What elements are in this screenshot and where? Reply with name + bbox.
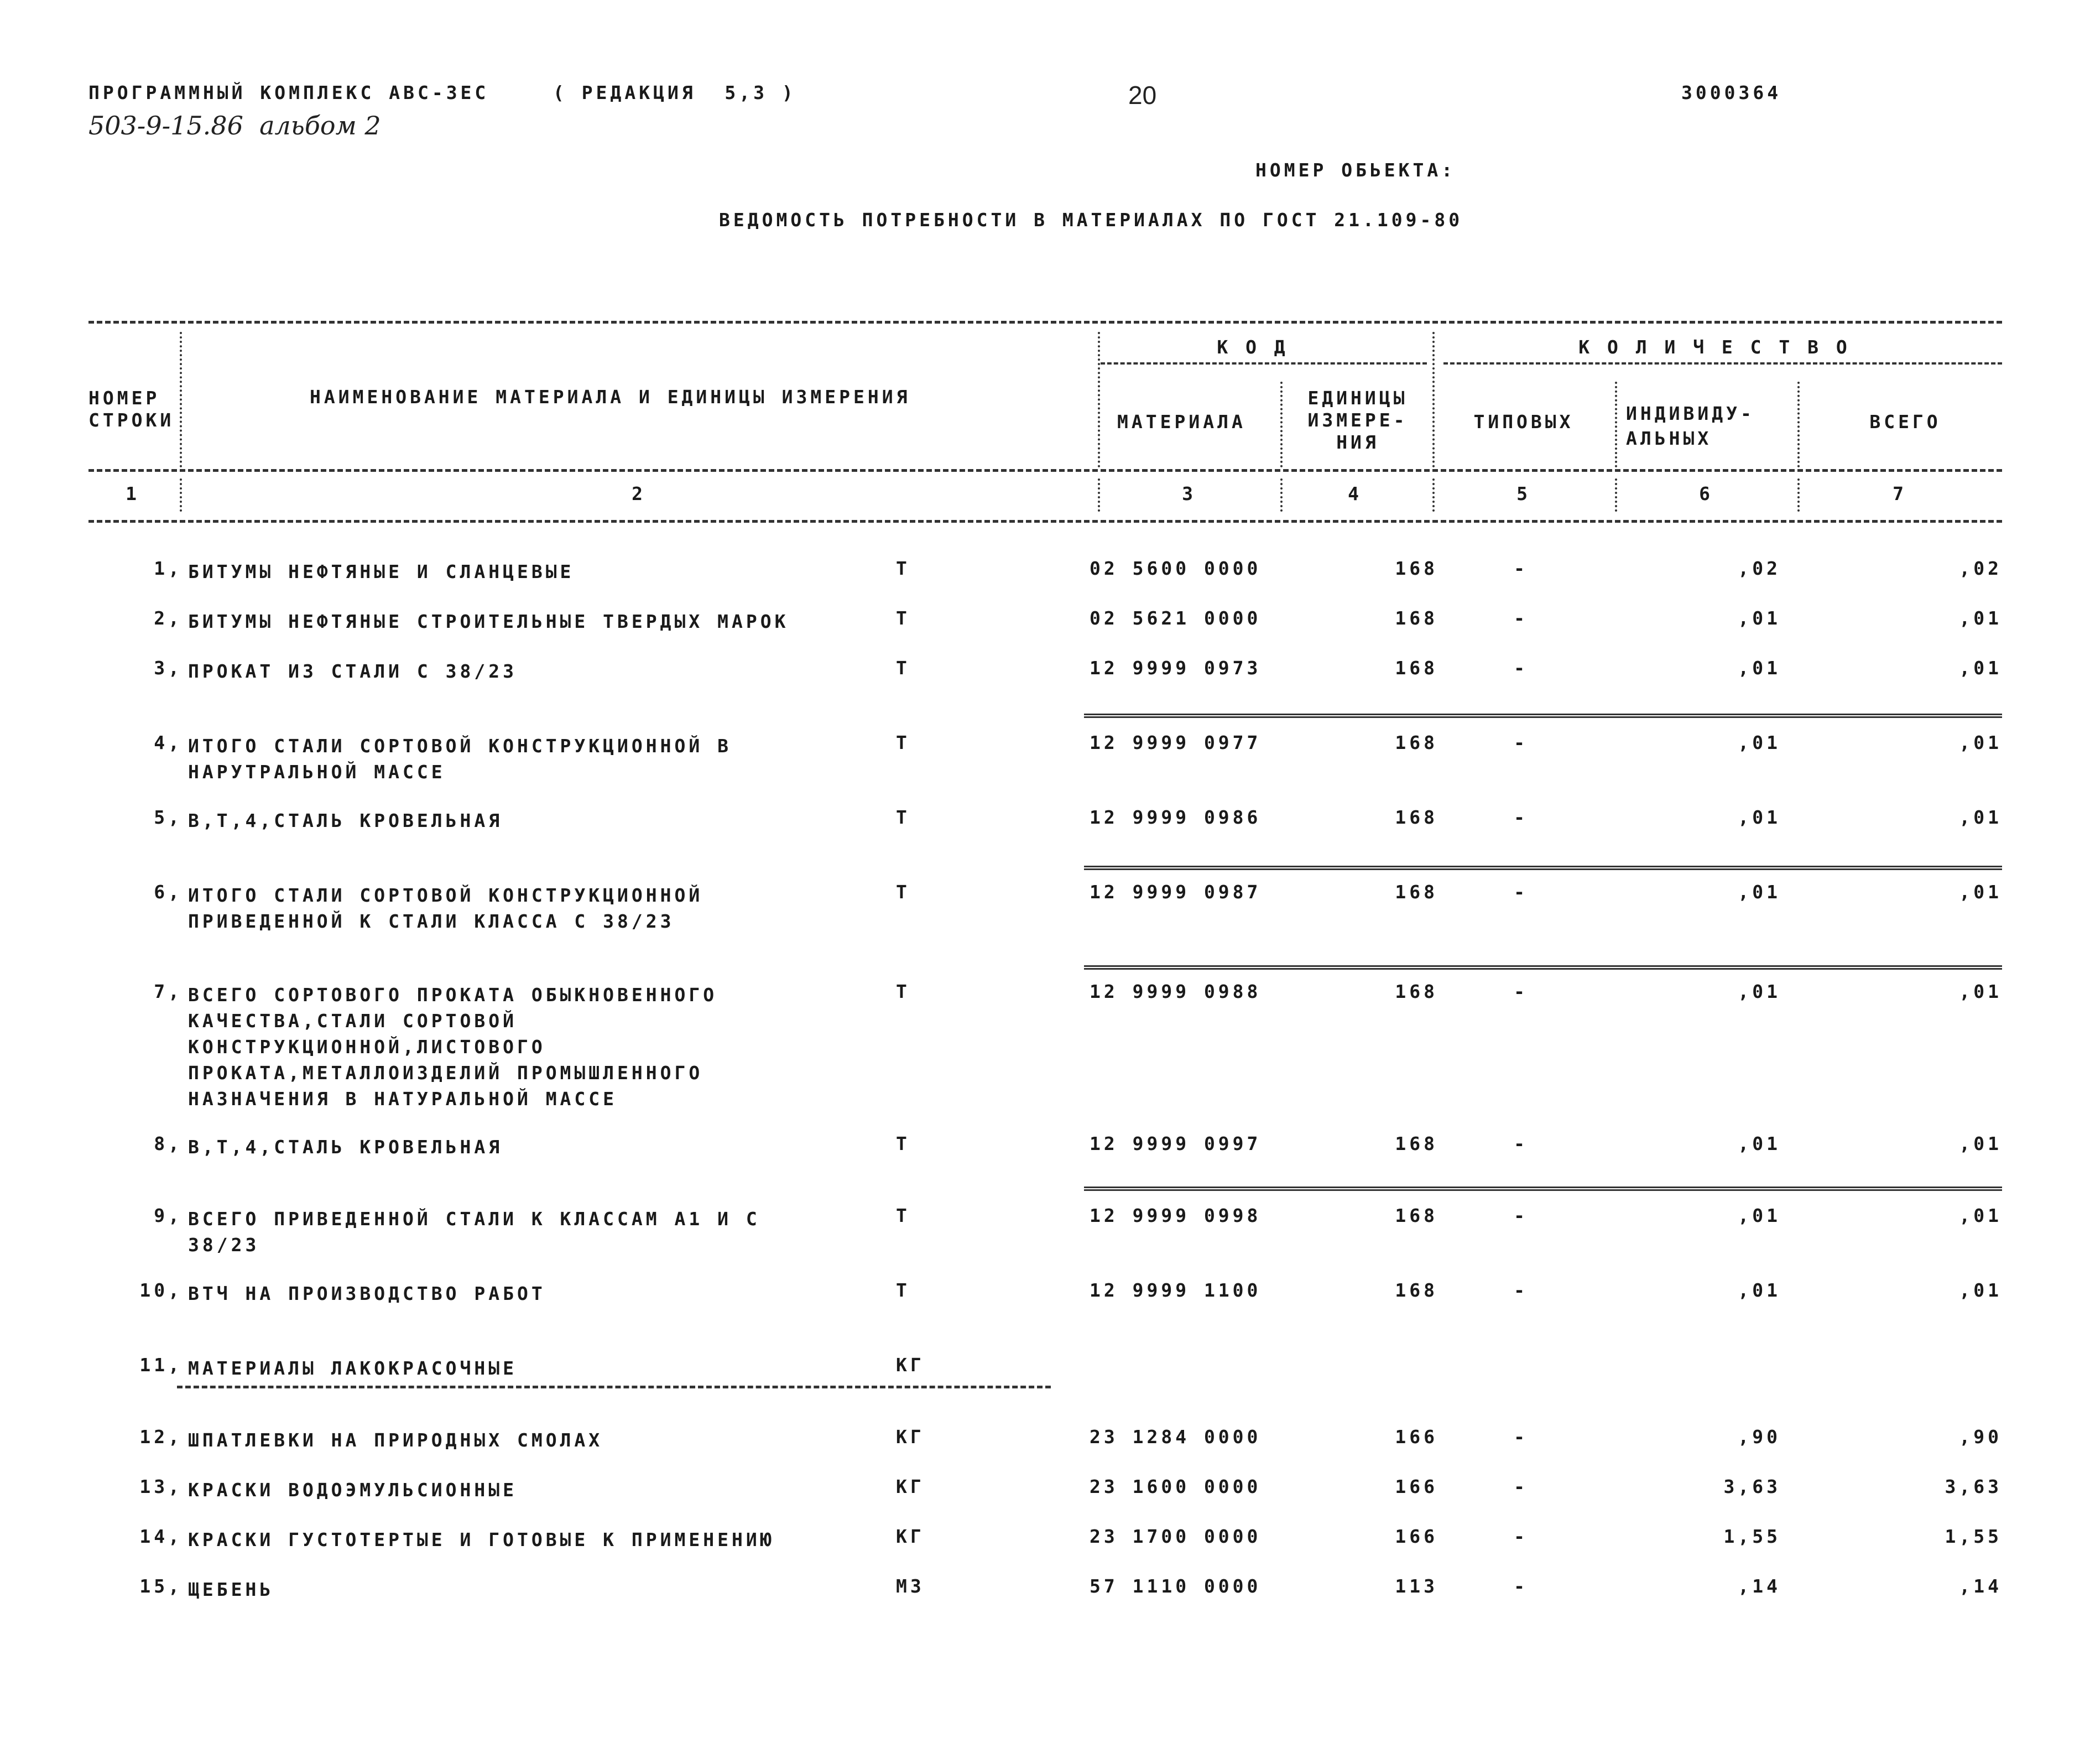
row-number: 4, <box>154 732 183 753</box>
row-number: 5, <box>154 806 183 828</box>
material-name: ЩЕБЕНЬ <box>188 1579 274 1600</box>
qty-individual: ,01 <box>1738 1279 1781 1301</box>
qty-individual: ,14 <box>1738 1575 1781 1597</box>
document-title: ВЕДОМОСТЬ ПОТРЕБНОСТИ В МАТЕРИАЛАХ ПО ГОСТ 21.109-80 <box>719 209 1463 231</box>
unit: Т <box>896 558 910 579</box>
qty-total: ,01 <box>1959 732 2002 753</box>
table-top-rule <box>88 321 2002 324</box>
qty-individual: 3,63 <box>1723 1476 1781 1497</box>
unit: Т <box>896 981 910 1002</box>
material-code: 23 1284 0000 <box>1090 1426 1262 1448</box>
row-separator <box>1084 965 2002 970</box>
header-row-number: НОМЕР СТРОКИ <box>88 387 175 431</box>
material-code: 57 1110 0000 <box>1090 1575 1262 1597</box>
table-row <box>0 881 2090 932</box>
table-row <box>0 1576 2090 1610</box>
qty-total: ,01 <box>1959 1205 2002 1226</box>
unit: Т <box>896 657 910 679</box>
unit: Т <box>896 1205 910 1226</box>
qty-individual: ,01 <box>1738 1133 1781 1154</box>
header-material-name: НАИМЕНОВАНИЕ МАТЕРИАЛА И ЕДИНИЦЫ ИЗМЕРЕНИЯ <box>310 386 911 408</box>
code-group-rule <box>1101 362 1427 365</box>
table-row <box>0 1355 2090 1388</box>
qty-individual: 1,55 <box>1723 1526 1781 1547</box>
unit: КГ <box>896 1426 925 1448</box>
qty-total: ,01 <box>1959 1133 2002 1154</box>
col-sep-6 <box>1797 382 1800 467</box>
unit-code: 166 <box>1395 1426 1438 1448</box>
material-code: 23 1600 0000 <box>1090 1476 1262 1497</box>
qty-total: ,90 <box>1959 1426 2002 1448</box>
qty-typical: - <box>1514 732 1528 753</box>
header-typical: ТИПОВЫХ <box>1473 411 1574 433</box>
material-code: 12 9999 0973 <box>1090 657 1262 679</box>
material-code: 02 5621 0000 <box>1090 607 1262 629</box>
unit-code: 166 <box>1395 1476 1438 1497</box>
qty-typical: - <box>1514 657 1528 679</box>
material-name: МАТЕРИАЛЫ ЛАКОКРАСОЧНЫЕ <box>188 1357 517 1379</box>
header-bottom-rule <box>88 469 2002 472</box>
qty-total: 3,63 <box>1945 1476 2002 1497</box>
row-number: 3, <box>154 657 183 679</box>
qty-total: ,02 <box>1959 558 2002 579</box>
unit-code: 168 <box>1395 607 1438 629</box>
row-separator <box>1084 714 2002 718</box>
material-name: ВСЕГО ПРИВЕДЕННОЙ СТАЛИ К КЛАССАМ А1 И С 38/23 <box>188 1208 760 1256</box>
material-name: ИТОГО СТАЛИ СОРТОВОЙ КОНСТРУКЦИОННОЙ В НАРУТРАЛЬНОЙ МАССЕ <box>188 735 732 783</box>
unit: Т <box>896 607 910 629</box>
material-code: 12 9999 0998 <box>1090 1205 1262 1226</box>
col-number-3: 3 <box>1182 483 1196 504</box>
unit: Т <box>896 1279 910 1301</box>
unit-code: 166 <box>1395 1526 1438 1547</box>
qty-individual: ,01 <box>1738 1205 1781 1226</box>
program-name: ПРОГРАММНЫЙ КОМПЛЕКС АВС-3ЕС <box>88 82 489 103</box>
table-row <box>0 1527 2090 1560</box>
qty-typical: - <box>1514 806 1528 828</box>
unit: КГ <box>896 1526 925 1547</box>
unit-code: 168 <box>1395 558 1438 579</box>
row-number: 11, <box>139 1354 183 1376</box>
col-sep-2 <box>1098 332 1100 467</box>
col-sep-4 <box>1432 332 1435 467</box>
material-code: 12 9999 0977 <box>1090 732 1262 753</box>
document-number: 3000364 <box>1681 82 1782 103</box>
qty-typical: - <box>1514 1575 1528 1597</box>
header-total: ВСЕГО <box>1869 411 1941 433</box>
qty-typical: - <box>1514 1279 1528 1301</box>
table-row <box>0 1427 2090 1460</box>
row-number: 14, <box>139 1526 183 1547</box>
row-separator <box>1084 866 2002 870</box>
qty-total: 1,55 <box>1945 1526 2002 1547</box>
row-separator <box>1084 1187 2002 1191</box>
qty-typical: - <box>1514 1426 1528 1448</box>
qty-individual: ,01 <box>1738 657 1781 679</box>
unit-code: 168 <box>1395 981 1438 1002</box>
col-number-5: 5 <box>1516 483 1531 504</box>
qty-typical: - <box>1514 558 1528 579</box>
unit: КГ <box>896 1476 925 1497</box>
row-number: 8, <box>154 1133 183 1154</box>
col-number-2: 2 <box>632 483 646 504</box>
qty-typical: - <box>1514 1476 1528 1497</box>
qty-total: ,01 <box>1959 806 2002 828</box>
col-number-1: 1 <box>126 483 140 504</box>
unit: Т <box>896 1133 910 1154</box>
col-sep-5 <box>1615 382 1617 467</box>
qty-total: ,01 <box>1959 1279 2002 1301</box>
material-code: 23 1700 0000 <box>1090 1526 1262 1547</box>
material-name: ПРОКАТ ИЗ СТАЛИ С 38/23 <box>188 660 517 682</box>
table-row <box>0 1281 2090 1314</box>
material-code: 02 5600 0000 <box>1090 558 1262 579</box>
object-number-label: НОМЕР ОБЬЕКТА: <box>1255 159 1456 181</box>
row-number: 15, <box>139 1575 183 1597</box>
header-unit-code: ЕДИНИЦЫ ИЗМЕРЕ- НИЯ <box>1307 387 1408 453</box>
table-row <box>0 608 2090 642</box>
unit: Т <box>896 732 910 753</box>
table-row <box>0 1134 2090 1167</box>
qty-individual: ,01 <box>1738 732 1781 753</box>
material-name: ВТЧ НА ПРОИЗВОДСТВО РАБОТ <box>188 1283 546 1304</box>
qty-total: ,14 <box>1959 1575 2002 1597</box>
row-number: 9, <box>154 1205 183 1226</box>
unit-code: 168 <box>1395 732 1438 753</box>
table-row <box>0 1477 2090 1510</box>
material-name: БИТУМЫ НЕФТЯНЫЕ СТРОИТЕЛЬНЫЕ ТВЕРДЫХ МАРОК <box>188 611 789 632</box>
material-name: В,Т,4,СТАЛЬ КРОВЕЛЬНАЯ <box>188 1136 503 1158</box>
material-name: В,Т,4,СТАЛЬ КРОВЕЛЬНАЯ <box>188 810 503 831</box>
qty-typical: - <box>1514 881 1528 903</box>
qty-individual: ,90 <box>1738 1426 1781 1448</box>
column-numbers-rule <box>88 520 2002 523</box>
unit-code: 168 <box>1395 806 1438 828</box>
material-name: КРАСКИ ГУСТОТЕРТЫЕ И ГОТОВЫЕ К ПРИМЕНЕНИЮ <box>188 1529 775 1550</box>
qty-individual: ,01 <box>1738 881 1781 903</box>
qty-total: ,01 <box>1959 657 2002 679</box>
col-sep-1 <box>180 332 182 467</box>
unit: М3 <box>896 1575 925 1597</box>
table-row <box>0 732 2090 783</box>
qty-group-rule <box>1443 362 2002 365</box>
edition-label: ( РЕДАКЦИЯ 5,3 ) <box>553 82 796 103</box>
material-name: ВСЕГО СОРТОВОГО ПРОКАТА ОБЫКНОВЕННОГО КАЧЕСТВА,СТАЛИ СОРТОВОЙ КОНСТРУКЦИОННОЙ,ЛИСТОВОГО ПРОКАТА,МЕТАЛЛОИЗДЕЛИЙ ПРОМЫШЛЕННОГО НАЗНАЧЕНИЯ В НАТУРАЛЬНОЙ МАССЕ <box>188 984 718 1110</box>
qty-individual: ,01 <box>1738 981 1781 1002</box>
qty-total: ,01 <box>1959 981 2002 1002</box>
row-number: 13, <box>139 1476 183 1497</box>
unit: Т <box>896 881 910 903</box>
material-name: БИТУМЫ НЕФТЯНЫЕ И СЛАНЦЕВЫЕ <box>188 561 575 582</box>
material-code: 12 9999 0997 <box>1090 1133 1262 1154</box>
unit-code: 168 <box>1395 1205 1438 1226</box>
qty-individual: ,02 <box>1738 558 1781 579</box>
page-number: 20 <box>1128 81 1157 110</box>
qty-total: ,01 <box>1959 881 2002 903</box>
qty-typical: - <box>1514 1205 1528 1226</box>
unit: Т <box>896 806 910 828</box>
material-name: ИТОГО СТАЛИ СОРТОВОЙ КОНСТРУКЦИОННОЙ ПРИВЕДЕННОЙ К СТАЛИ КЛАССА С 38/23 <box>188 884 703 932</box>
material-code: 12 9999 0988 <box>1090 981 1262 1002</box>
row-number: 2, <box>154 607 183 629</box>
col-number-6: 6 <box>1699 483 1713 504</box>
row-number: 6, <box>154 881 183 903</box>
handwritten-album-note: 503-9-15.86 альбом 2 <box>88 111 381 141</box>
row-number: 12, <box>139 1426 183 1448</box>
material-name: КРАСКИ ВОДОЭМУЛЬСИОННЫЕ <box>188 1479 517 1501</box>
qty-total: ,01 <box>1959 607 2002 629</box>
header-code-group: К О Д <box>1217 336 1289 358</box>
unit-code: 168 <box>1395 1133 1438 1154</box>
table-row <box>0 808 2090 841</box>
table-row <box>0 658 2090 691</box>
col-sep-3 <box>1280 382 1283 467</box>
row-number: 7, <box>154 981 183 1002</box>
material-name: ШПАТЛЕВКИ НА ПРИРОДНЫХ СМОЛАХ <box>188 1429 603 1451</box>
table-row <box>0 981 2090 1110</box>
qty-typical: - <box>1514 981 1528 1002</box>
col-number-4: 4 <box>1348 483 1362 504</box>
qty-individual: ,01 <box>1738 806 1781 828</box>
unit-code: 168 <box>1395 657 1438 679</box>
qty-typical: - <box>1514 1133 1528 1154</box>
header-quantity-group: К О Л И Ч Е С Т В О <box>1578 336 1851 358</box>
unit-code: 113 <box>1395 1575 1438 1597</box>
col-number-7: 7 <box>1893 483 1907 504</box>
unit: КГ <box>896 1354 925 1376</box>
material-code: 12 9999 0986 <box>1090 806 1262 828</box>
qty-typical: - <box>1514 1526 1528 1547</box>
header-individual: ИНДИВИДУ- АЛЬНЫХ <box>1626 403 1755 449</box>
table-row <box>0 559 2090 592</box>
material-code: 12 9999 1100 <box>1090 1279 1262 1301</box>
row-number: 1, <box>154 558 183 579</box>
header-material-code: МАТЕРИАЛА <box>1117 411 1246 433</box>
qty-typical: - <box>1514 607 1528 629</box>
unit-code: 168 <box>1395 881 1438 903</box>
qty-individual: ,01 <box>1738 607 1781 629</box>
material-code: 12 9999 0987 <box>1090 881 1262 903</box>
unit-code: 168 <box>1395 1279 1438 1301</box>
row-number: 10, <box>139 1279 183 1301</box>
table-row <box>0 1205 2090 1256</box>
